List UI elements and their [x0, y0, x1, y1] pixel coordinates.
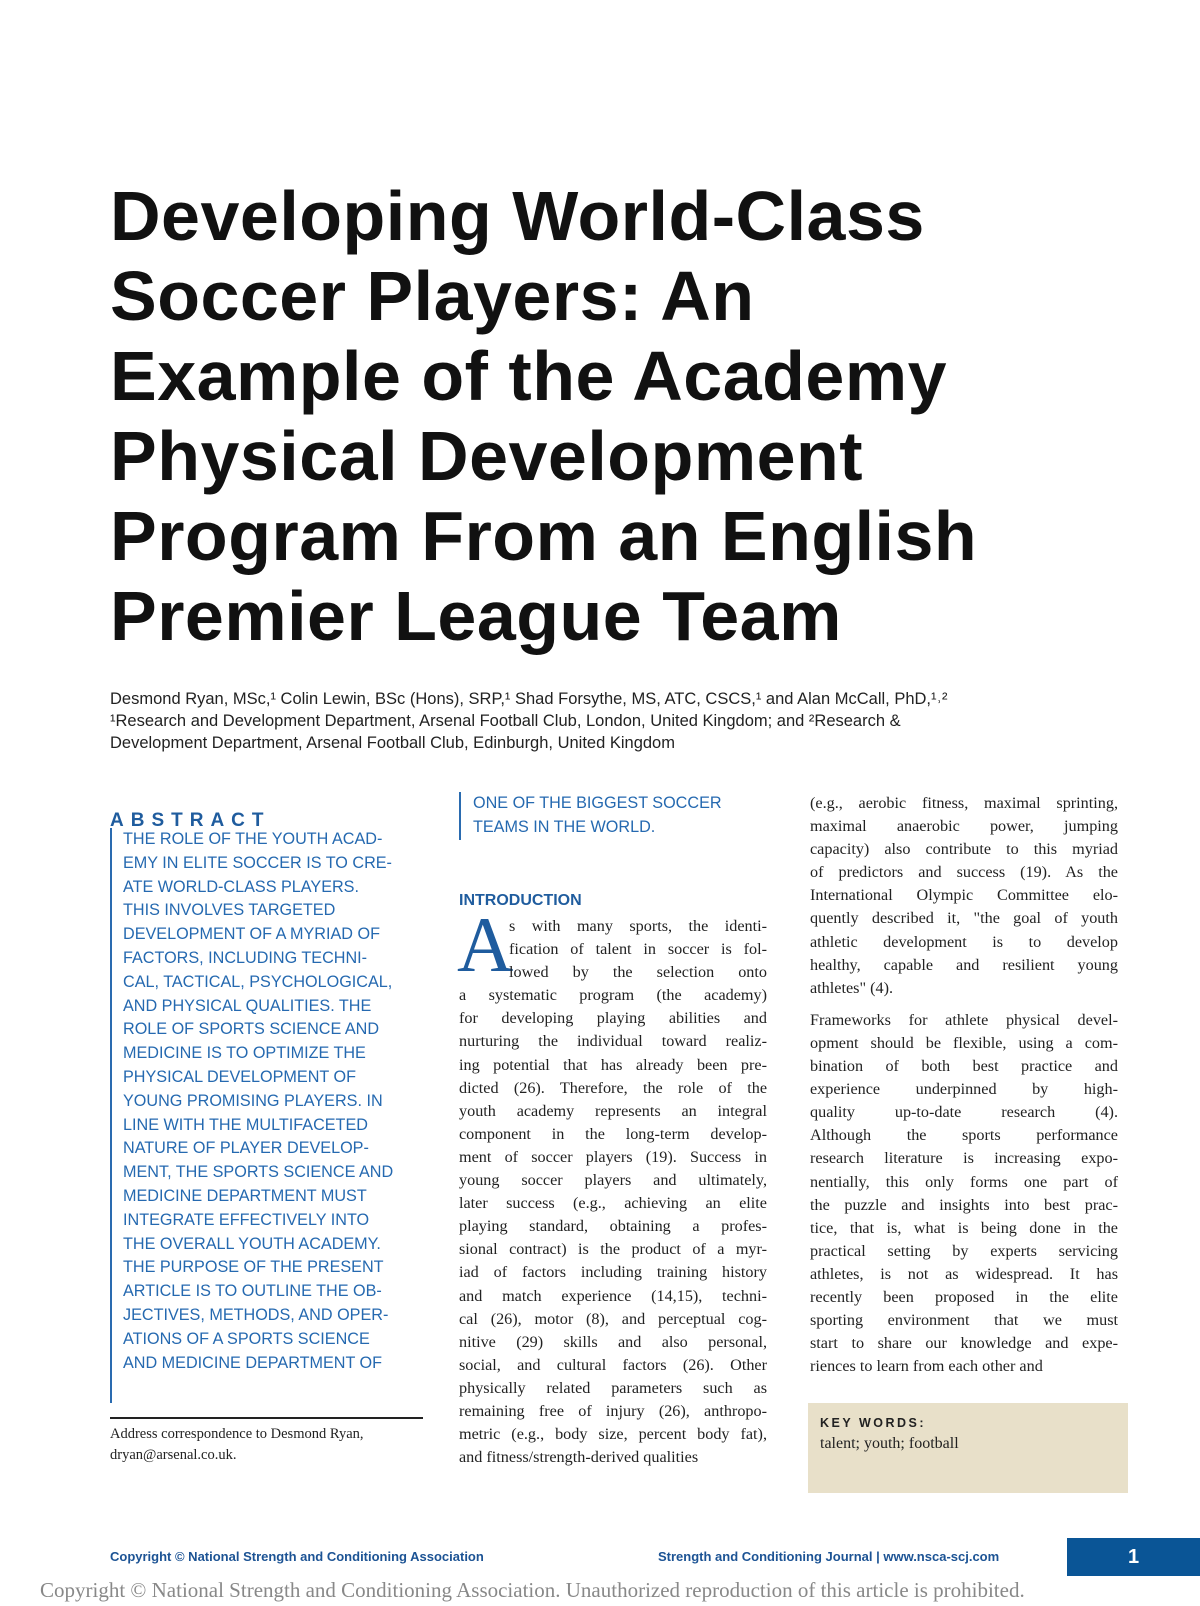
- abstract-line: ATIONS OF A SPORTS SCIENCE: [123, 1329, 370, 1348]
- footer-copyright: Copyright © National Strength and Conditioning Association: [110, 1549, 484, 1564]
- abstract-line: NATURE OF PLAYER DEVELOP-: [123, 1139, 369, 1158]
- body-line: later success (e.g., achieving an elite: [459, 1194, 767, 1213]
- body-line: dicted (26). Therefore, the role of the: [459, 1078, 767, 1097]
- body-line: quently described it, "the goal of youth: [810, 909, 1118, 928]
- body-line: fication of talent in soccer is fol-: [509, 940, 767, 959]
- abstract-line: PHYSICAL DEVELOPMENT OF: [123, 1067, 356, 1086]
- abstract-line: DEVELOPMENT OF A MYRIAD OF: [123, 925, 380, 944]
- body-line: playing standard, obtaining a profes-: [459, 1217, 767, 1236]
- title-line: Premier League Team: [110, 577, 842, 655]
- abstract-line: MENT, THE SPORTS SCIENCE AND: [123, 1163, 394, 1182]
- body-line: youth academy represents an integral: [459, 1101, 767, 1120]
- copyright-watermark: Copyright © National Strength and Conditioning Association. Unauthorized reproduction of this article is prohibited.: [40, 1578, 1025, 1602]
- body-line: bination of both best practice and: [810, 1057, 1118, 1076]
- drop-cap: A: [457, 901, 514, 988]
- abstract-line: THIS INVOLVES TARGETED: [123, 901, 336, 920]
- body-line: the puzzle and insights into best prac-: [810, 1195, 1118, 1214]
- abstract-line: THE ROLE OF THE YOUTH ACAD-: [123, 830, 383, 848]
- body-line: athletes" (4).: [810, 978, 894, 997]
- body-line: and fitness/strength-derived qualities: [459, 1448, 699, 1467]
- body-line: Frameworks for athlete physical devel-: [810, 1010, 1118, 1029]
- affiliation-line: Development Department, Arsenal Football Club, Edinburgh, United Kingdom: [110, 734, 675, 752]
- body-line: recently been proposed in the elite: [810, 1287, 1118, 1306]
- title-line: Program From an English: [110, 497, 978, 575]
- body-line: nurturing the individual toward realiz-: [459, 1032, 767, 1051]
- body-line: Although the sports performance: [810, 1126, 1118, 1145]
- article-title: [110, 176, 1190, 656]
- keywords-label: KEY WORDS:: [820, 1416, 927, 1430]
- body-line: cal (26), motor (8), and perceptual cog-: [459, 1309, 767, 1328]
- title-line: Physical Development: [110, 417, 864, 495]
- body-line: athletic development is to develop: [810, 932, 1118, 951]
- abstract-line: ONE OF THE BIGGEST SOCCER: [473, 794, 722, 812]
- abstract-line: AND MEDICINE DEPARTMENT OF: [123, 1353, 383, 1372]
- abstract-line: THE OVERALL YOUTH ACADEMY.: [123, 1234, 381, 1253]
- body-line: of predictors and success (19). As the: [810, 863, 1118, 882]
- abstract-line: TEAMS IN THE WORLD.: [473, 817, 656, 836]
- body-line: ment of soccer players (19). Success in: [459, 1147, 767, 1166]
- body-line: experience underpinned by high-: [810, 1080, 1118, 1099]
- paragraph-gap: [810, 1000, 1118, 1009]
- body-line: lowed by the selection onto: [509, 963, 767, 982]
- introduction-heading: INTRODUCTION: [459, 892, 582, 909]
- abstract-line: MEDICINE IS TO OPTIMIZE THE: [123, 1044, 366, 1063]
- abstract-line: CAL, TACTICAL, PSYCHOLOGICAL,: [123, 972, 393, 991]
- footer-journal[interactable]: Strength and Conditioning Journal | www.nsca-scj.com: [658, 1549, 1000, 1564]
- body-line: athletes, is not as widespread. It has: [810, 1264, 1118, 1283]
- abstract-line: THE PURPOSE OF THE PRESENT: [123, 1258, 384, 1277]
- abstract-line: AND PHYSICAL QUALITIES. THE: [123, 996, 372, 1015]
- body-line: tice, that is, what is being done in the: [810, 1218, 1118, 1237]
- title-line: Example of the Academy: [110, 337, 948, 415]
- body-line: (e.g., aerobic fitness, maximal sprinting,: [810, 794, 1118, 812]
- body-line: practical setting by experts servicing: [810, 1241, 1118, 1260]
- body-line: start to share our knowledge and expe-: [810, 1334, 1118, 1353]
- abstract-line: EMY IN ELITE SOCCER IS TO CRE-: [123, 853, 392, 872]
- body-line: nentially, this only forms one part of: [810, 1172, 1118, 1191]
- author-names: Desmond Ryan, MSc,¹ Colin Lewin, BSc (Hons), SRP,¹ Shad Forsythe, MS, ATC, CSCS,¹ and Alan McCall, PhD,¹˒²: [110, 690, 948, 708]
- body-line: riences to learn from each other and: [810, 1357, 1043, 1376]
- body-line: metric (e.g., body size, percent body fat),: [459, 1425, 767, 1444]
- abstract-line: JECTIVES, METHODS, AND OPER-: [123, 1305, 389, 1324]
- body-line: opment should be flexible, using a com-: [810, 1033, 1118, 1052]
- abstract-line: YOUNG PROMISING PLAYERS. IN: [123, 1091, 383, 1110]
- body-line: and match experience (14,15), techni-: [459, 1286, 767, 1305]
- affiliation-line: ¹Research and Development Department, Arsenal Football Club, London, United Kingdom; and ²Research &: [110, 712, 901, 730]
- abstract-line: ATE WORLD-CLASS PLAYERS.: [123, 877, 359, 896]
- correspondence-email[interactable]: dryan@arsenal.co.uk.: [110, 1447, 237, 1463]
- abstract-line: INTEGRATE EFFECTIVELY INTO: [123, 1210, 370, 1229]
- abstract-line: LINE WITH THE MULTIFACETED: [123, 1115, 368, 1134]
- abstract-text: [110, 828, 433, 1403]
- body-line: young soccer players and ultimately,: [459, 1171, 767, 1190]
- body-line: ing potential that has already been pre-: [459, 1055, 767, 1074]
- body-line: a systematic program (the academy): [459, 986, 767, 1005]
- divider: [110, 1417, 423, 1419]
- body-line: nitive (29) skills and also personal,: [459, 1332, 767, 1351]
- correspondence-note: [110, 1424, 423, 1466]
- body-line: maximal anaerobic power, jumping: [810, 817, 1118, 836]
- body-line: capacity) also contribute to this myriad: [810, 840, 1118, 859]
- body-line: social, and cultural factors (26). Other: [459, 1355, 767, 1374]
- body-line: research literature is increasing expo-: [810, 1149, 1118, 1168]
- introduction-body: [459, 915, 767, 1469]
- body-line: remaining free of injury (26), anthropo-: [459, 1401, 767, 1420]
- keywords-text: talent; youth; football: [820, 1435, 959, 1452]
- correspondence-text: Address correspondence to Desmond Ryan,: [110, 1426, 364, 1442]
- abstract-line: ROLE OF SPORTS SCIENCE AND: [123, 1020, 380, 1039]
- body-line: sional contract) is the product of a myr-: [459, 1240, 767, 1259]
- abstract-heading: ABSTRACT: [110, 810, 271, 831]
- author-block: [110, 688, 1110, 754]
- abstract-continuation: [459, 792, 722, 840]
- body-line: for developing playing abilities and: [459, 1009, 767, 1028]
- abstract-line: FACTORS, INCLUDING TECHNI-: [123, 948, 368, 967]
- body-line: quality up-to-date research (4).: [810, 1103, 1118, 1122]
- abstract-line: MEDICINE DEPARTMENT MUST: [123, 1186, 367, 1205]
- page-number: 1: [1067, 1538, 1200, 1576]
- body-line: s with many sports, the identi-: [509, 917, 767, 935]
- title-line: Developing World-Class: [110, 177, 925, 255]
- body-line: sporting environment that we must: [810, 1311, 1118, 1330]
- title-line: Soccer Players: An: [110, 257, 755, 335]
- right-column-body: [810, 792, 1118, 1378]
- body-line: iad of factors including training history: [459, 1263, 767, 1282]
- keywords-box: [808, 1403, 1128, 1493]
- abstract-line: ARTICLE IS TO OUTLINE THE OB-: [123, 1282, 382, 1301]
- body-line: healthy, capable and resilient young: [810, 955, 1118, 974]
- body-line: component in the long-term develop-: [459, 1124, 767, 1143]
- body-line: International Olympic Committee elo-: [810, 886, 1118, 905]
- body-line: physically related parameters such as: [459, 1378, 767, 1397]
